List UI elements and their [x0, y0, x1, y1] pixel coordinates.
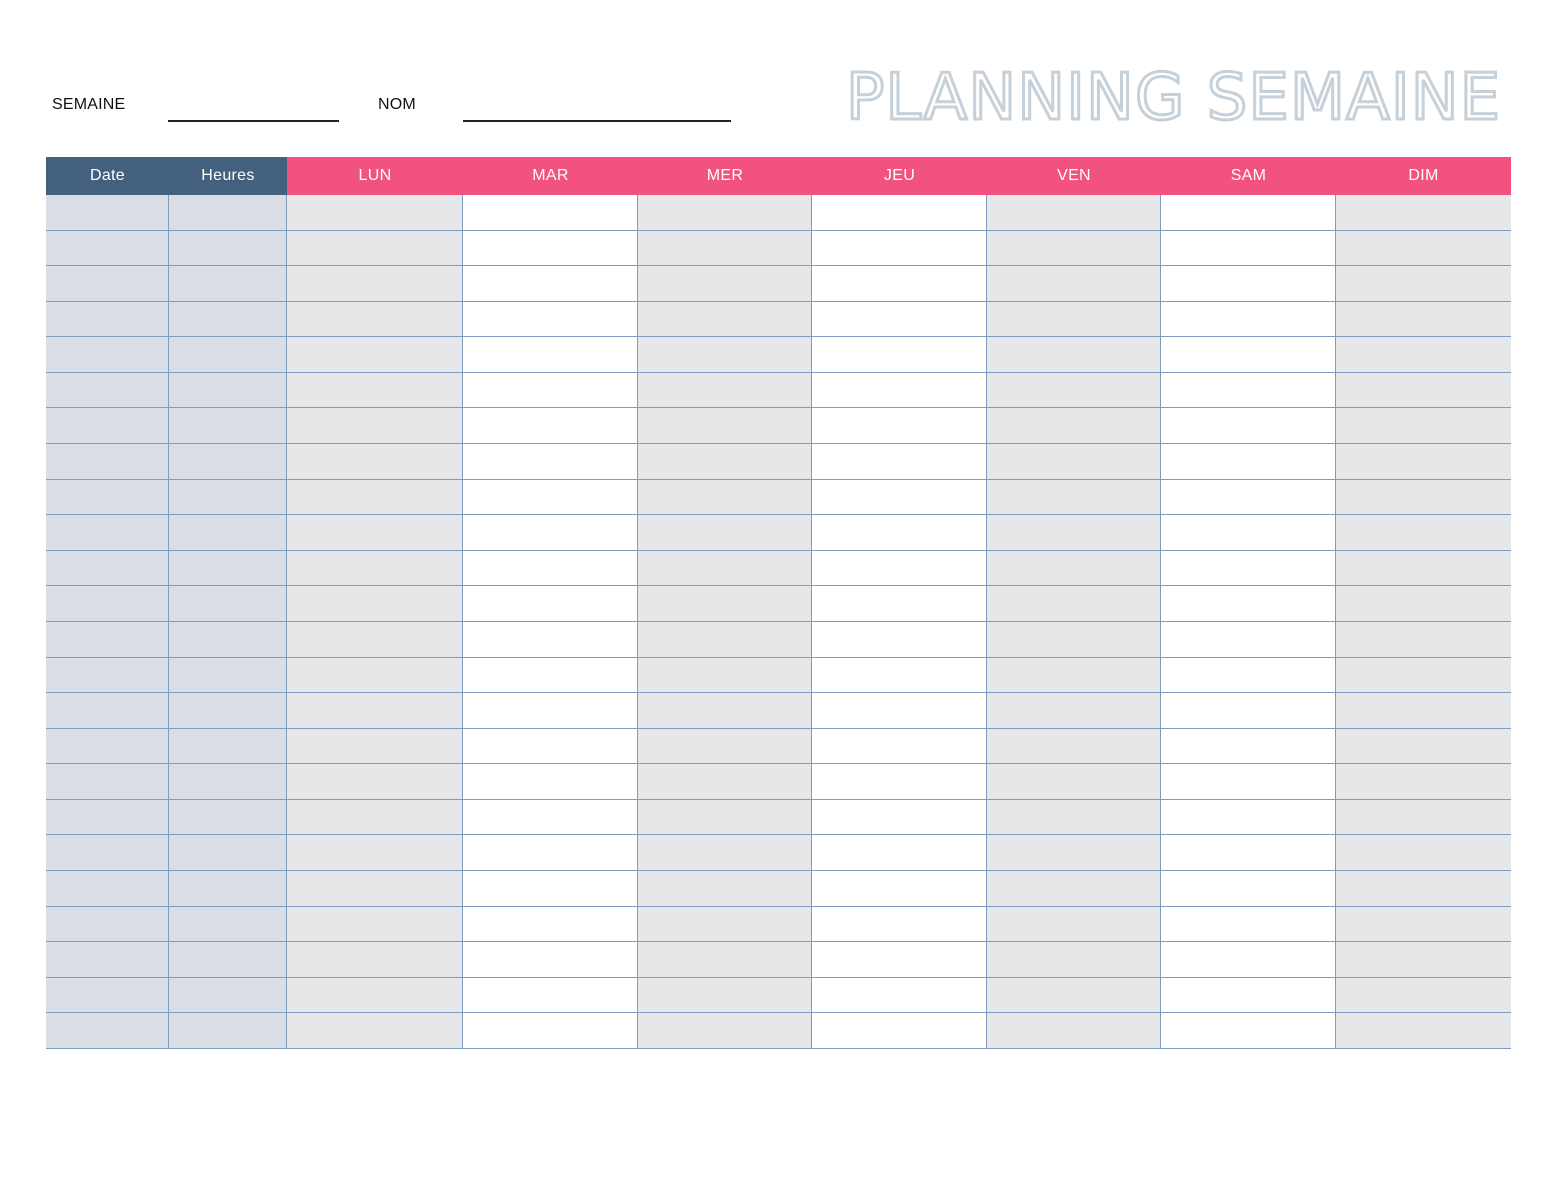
planner-cell-mar[interactable] — [463, 586, 638, 622]
planner-cell-sam[interactable] — [1161, 764, 1336, 800]
planner-cell-heures[interactable] — [169, 302, 287, 338]
planner-cell-sam[interactable] — [1161, 515, 1336, 551]
planner-cell-date[interactable] — [46, 693, 169, 729]
planner-cell-dim[interactable] — [1336, 586, 1511, 622]
planner-cell-jeu[interactable] — [812, 195, 987, 231]
planner-cell-dim[interactable] — [1336, 871, 1511, 907]
planner-cell-date[interactable] — [46, 586, 169, 622]
planner-cell-ven[interactable] — [987, 1013, 1161, 1049]
column-header-mar: MAR — [463, 157, 638, 195]
planner-cell-mer[interactable] — [638, 764, 812, 800]
planner-cell-jeu[interactable] — [812, 231, 987, 267]
planner-cell-mer[interactable] — [638, 515, 812, 551]
planner-cell-mar[interactable] — [463, 195, 638, 231]
planner-cell-date[interactable] — [46, 907, 169, 943]
planner-cell-date[interactable] — [46, 800, 169, 836]
planner-cell-heures[interactable] — [169, 480, 287, 516]
column-header-date: Date — [46, 157, 169, 195]
planner-cell-mar[interactable] — [463, 1013, 638, 1049]
planner-cell-mer[interactable] — [638, 480, 812, 516]
planner-cell-sam[interactable] — [1161, 586, 1336, 622]
planner-cell-date[interactable] — [46, 1013, 169, 1049]
planner-cell-ven[interactable] — [987, 231, 1161, 267]
planner-cell-lun[interactable] — [287, 942, 463, 978]
planner-cell-sam[interactable] — [1161, 266, 1336, 302]
planner-cell-ven[interactable] — [987, 907, 1161, 943]
planner-cell-dim[interactable] — [1336, 515, 1511, 551]
planner-cell-lun[interactable] — [287, 729, 463, 765]
planner-cell-jeu[interactable] — [812, 907, 987, 943]
planner-cell-mer[interactable] — [638, 444, 812, 480]
planner-cell-dim[interactable] — [1336, 693, 1511, 729]
planner-cell-sam[interactable] — [1161, 622, 1336, 658]
planner-cell-mer[interactable] — [638, 658, 812, 694]
planner-cell-ven[interactable] — [987, 551, 1161, 587]
planner-cell-jeu[interactable] — [812, 871, 987, 907]
planner-cell-date[interactable] — [46, 337, 169, 373]
planner-cell-dim[interactable] — [1336, 622, 1511, 658]
planner-cell-mer[interactable] — [638, 693, 812, 729]
planner-cell-heures[interactable] — [169, 978, 287, 1014]
planner-cell-mer[interactable] — [638, 1013, 812, 1049]
planner-cell-sam[interactable] — [1161, 729, 1336, 765]
planner-cell-mer[interactable] — [638, 586, 812, 622]
planner-cell-mer[interactable] — [638, 942, 812, 978]
planner-cell-lun[interactable] — [287, 551, 463, 587]
planner-cell-mer[interactable] — [638, 800, 812, 836]
planner-cell-lun[interactable] — [287, 764, 463, 800]
planner-cell-sam[interactable] — [1161, 942, 1336, 978]
planner-cell-heures[interactable] — [169, 622, 287, 658]
planner-cell-heures[interactable] — [169, 586, 287, 622]
semaine-label: SEMAINE — [52, 96, 126, 113]
planner-cell-lun[interactable] — [287, 444, 463, 480]
planner-cell-jeu[interactable] — [812, 515, 987, 551]
planner-cell-mer[interactable] — [638, 622, 812, 658]
planner-cell-mar[interactable] — [463, 907, 638, 943]
planner-cell-lun[interactable] — [287, 978, 463, 1014]
planner-cell-jeu[interactable] — [812, 586, 987, 622]
planner-cell-jeu[interactable] — [812, 693, 987, 729]
planner-cell-lun[interactable] — [287, 622, 463, 658]
planner-cell-lun[interactable] — [287, 373, 463, 409]
planner-cell-jeu[interactable] — [812, 658, 987, 694]
planner-cell-mar[interactable] — [463, 302, 638, 338]
planner-cell-jeu[interactable] — [812, 942, 987, 978]
planner-cell-mar[interactable] — [463, 942, 638, 978]
planner-cell-jeu[interactable] — [812, 800, 987, 836]
planner-cell-ven[interactable] — [987, 266, 1161, 302]
page-title: PLANNING SEMAINE — [845, 61, 1501, 135]
planner-cell-mer[interactable] — [638, 373, 812, 409]
planner-cell-dim[interactable] — [1336, 302, 1511, 338]
planner-cell-ven[interactable] — [987, 373, 1161, 409]
planner-cell-sam[interactable] — [1161, 978, 1336, 1014]
planner-cell-ven[interactable] — [987, 337, 1161, 373]
planner-cell-lun[interactable] — [287, 266, 463, 302]
planner-cell-jeu[interactable] — [812, 337, 987, 373]
planner-cell-dim[interactable] — [1336, 942, 1511, 978]
planner-cell-lun[interactable] — [287, 337, 463, 373]
planner-cell-mer[interactable] — [638, 408, 812, 444]
planner-cell-mar[interactable] — [463, 658, 638, 694]
planner-cell-heures[interactable] — [169, 907, 287, 943]
planner-cell-lun[interactable] — [287, 800, 463, 836]
planner-cell-heures[interactable] — [169, 764, 287, 800]
planner-cell-dim[interactable] — [1336, 444, 1511, 480]
planner-cell-sam[interactable] — [1161, 195, 1336, 231]
planner-cell-jeu[interactable] — [812, 444, 987, 480]
planner-cell-jeu[interactable] — [812, 978, 987, 1014]
nom-input-line[interactable] — [463, 120, 731, 122]
planner-cell-mer[interactable] — [638, 551, 812, 587]
semaine-input-line[interactable] — [168, 120, 339, 122]
planner-cell-jeu[interactable] — [812, 480, 987, 516]
planner-cell-mar[interactable] — [463, 480, 638, 516]
planner-cell-heures[interactable] — [169, 266, 287, 302]
column-header-ven: VEN — [987, 157, 1161, 195]
planner-cell-mer[interactable] — [638, 266, 812, 302]
planner-cell-date[interactable] — [46, 408, 169, 444]
planner-cell-dim[interactable] — [1336, 231, 1511, 267]
planner-cell-mar[interactable] — [463, 764, 638, 800]
planner-cell-ven[interactable] — [987, 408, 1161, 444]
planner-cell-lun[interactable] — [287, 586, 463, 622]
planner-cell-heures[interactable] — [169, 871, 287, 907]
planner-cell-mar[interactable] — [463, 871, 638, 907]
planner-cell-dim[interactable] — [1336, 729, 1511, 765]
planner-cell-mer[interactable] — [638, 835, 812, 871]
planner-cell-sam[interactable] — [1161, 835, 1336, 871]
planner-cell-date[interactable] — [46, 515, 169, 551]
planner-cell-sam[interactable] — [1161, 871, 1336, 907]
planner-cell-lun[interactable] — [287, 871, 463, 907]
planner-cell-mar[interactable] — [463, 444, 638, 480]
planner-cell-sam[interactable] — [1161, 480, 1336, 516]
column-header-mer: MER — [638, 157, 812, 195]
planner-cell-mar[interactable] — [463, 373, 638, 409]
planner-cell-mar[interactable] — [463, 337, 638, 373]
planner-cell-ven[interactable] — [987, 444, 1161, 480]
planner-cell-ven[interactable] — [987, 764, 1161, 800]
planner-cell-sam[interactable] — [1161, 1013, 1336, 1049]
planner-cell-ven[interactable] — [987, 195, 1161, 231]
planner-cell-jeu[interactable] — [812, 408, 987, 444]
planner-cell-heures[interactable] — [169, 1013, 287, 1049]
planner-cell-sam[interactable] — [1161, 373, 1336, 409]
planner-cell-ven[interactable] — [987, 978, 1161, 1014]
planner-cell-heures[interactable] — [169, 658, 287, 694]
planner-cell-sam[interactable] — [1161, 231, 1336, 267]
planner-cell-mer[interactable] — [638, 231, 812, 267]
planner-cell-mar[interactable] — [463, 266, 638, 302]
planner-cell-heures[interactable] — [169, 800, 287, 836]
planner-cell-lun[interactable] — [287, 231, 463, 267]
planner-cell-mar[interactable] — [463, 835, 638, 871]
planner-cell-dim[interactable] — [1336, 195, 1511, 231]
weekly-planner-table — [46, 157, 1513, 1049]
planner-cell-ven[interactable] — [987, 693, 1161, 729]
planner-cell-sam[interactable] — [1161, 907, 1336, 943]
planner-cell-ven[interactable] — [987, 942, 1161, 978]
planner-cell-dim[interactable] — [1336, 551, 1511, 587]
planner-cell-lun[interactable] — [287, 195, 463, 231]
planner-cell-dim[interactable] — [1336, 978, 1511, 1014]
column-header-dim: DIM — [1336, 157, 1511, 195]
planner-cell-date[interactable] — [46, 266, 169, 302]
planner-cell-date[interactable] — [46, 871, 169, 907]
planner-cell-heures[interactable] — [169, 231, 287, 267]
planner-cell-ven[interactable] — [987, 586, 1161, 622]
planner-cell-dim[interactable] — [1336, 408, 1511, 444]
planner-cell-date[interactable] — [46, 444, 169, 480]
planner-cell-jeu[interactable] — [812, 835, 987, 871]
planner-cell-date[interactable] — [46, 764, 169, 800]
planner-cell-jeu[interactable] — [812, 551, 987, 587]
planner-cell-lun[interactable] — [287, 480, 463, 516]
planner-cell-mar[interactable] — [463, 515, 638, 551]
planner-cell-jeu[interactable] — [812, 622, 987, 658]
planner-cell-heures[interactable] — [169, 693, 287, 729]
planner-cell-jeu[interactable] — [812, 373, 987, 409]
planner-cell-dim[interactable] — [1336, 835, 1511, 871]
nom-label: NOM — [378, 96, 416, 113]
planner-cell-jeu[interactable] — [812, 729, 987, 765]
planner-cell-lun[interactable] — [287, 1013, 463, 1049]
planner-cell-mer[interactable] — [638, 871, 812, 907]
planner-cell-mer[interactable] — [638, 337, 812, 373]
planner-cell-ven[interactable] — [987, 480, 1161, 516]
planner-cell-ven[interactable] — [987, 729, 1161, 765]
planner-cell-heures[interactable] — [169, 408, 287, 444]
planner-cell-heures[interactable] — [169, 942, 287, 978]
planner-cell-lun[interactable] — [287, 408, 463, 444]
planner-cell-jeu[interactable] — [812, 266, 987, 302]
planner-cell-date[interactable] — [46, 231, 169, 267]
column-header-jeu: JEU — [812, 157, 987, 195]
planner-cell-lun[interactable] — [287, 658, 463, 694]
planner-cell-mer[interactable] — [638, 729, 812, 765]
planner-cell-mar[interactable] — [463, 231, 638, 267]
planner-cell-dim[interactable] — [1336, 907, 1511, 943]
planner-cell-mer[interactable] — [638, 302, 812, 338]
planner-cell-dim[interactable] — [1336, 658, 1511, 694]
planner-cell-mar[interactable] — [463, 729, 638, 765]
planner-cell-date[interactable] — [46, 835, 169, 871]
planner-cell-dim[interactable] — [1336, 1013, 1511, 1049]
planner-cell-heures[interactable] — [169, 195, 287, 231]
planner-cell-date[interactable] — [46, 942, 169, 978]
planner-cell-jeu[interactable] — [812, 302, 987, 338]
planner-cell-date[interactable] — [46, 658, 169, 694]
planner-cell-ven[interactable] — [987, 302, 1161, 338]
planner-cell-ven[interactable] — [987, 622, 1161, 658]
planner-cell-ven[interactable] — [987, 658, 1161, 694]
planner-cell-lun[interactable] — [287, 302, 463, 338]
planner-cell-dim[interactable] — [1336, 480, 1511, 516]
planner-cell-mer[interactable] — [638, 907, 812, 943]
planner-cell-sam[interactable] — [1161, 800, 1336, 836]
planner-cell-ven[interactable] — [987, 871, 1161, 907]
planner-cell-dim[interactable] — [1336, 373, 1511, 409]
planner-cell-mar[interactable] — [463, 622, 638, 658]
planner-cell-date[interactable] — [46, 622, 169, 658]
column-header-sam: SAM — [1161, 157, 1336, 195]
planner-cell-mar[interactable] — [463, 800, 638, 836]
planner-cell-mar[interactable] — [463, 408, 638, 444]
planner-cell-date[interactable] — [46, 480, 169, 516]
planner-cell-heures[interactable] — [169, 373, 287, 409]
planner-cell-sam[interactable] — [1161, 551, 1336, 587]
planner-cell-sam[interactable] — [1161, 693, 1336, 729]
planner-cell-heures[interactable] — [169, 551, 287, 587]
planner-cell-ven[interactable] — [987, 800, 1161, 836]
planner-cell-dim[interactable] — [1336, 764, 1511, 800]
planner-cell-lun[interactable] — [287, 835, 463, 871]
planner-cell-heures[interactable] — [169, 729, 287, 765]
planner-cell-heures[interactable] — [169, 515, 287, 551]
planner-cell-jeu[interactable] — [812, 764, 987, 800]
planner-cell-ven[interactable] — [987, 835, 1161, 871]
planner-cell-heures[interactable] — [169, 337, 287, 373]
planner-cell-sam[interactable] — [1161, 444, 1336, 480]
planner-cell-sam[interactable] — [1161, 302, 1336, 338]
planner-cell-date[interactable] — [46, 195, 169, 231]
planner-cell-mer[interactable] — [638, 978, 812, 1014]
planner-cell-lun[interactable] — [287, 907, 463, 943]
column-header-heures: Heures — [169, 157, 287, 195]
planner-cell-sam[interactable] — [1161, 337, 1336, 373]
planner-cell-mar[interactable] — [463, 978, 638, 1014]
planner-cell-heures[interactable] — [169, 835, 287, 871]
planner-cell-dim[interactable] — [1336, 337, 1511, 373]
planner-cell-dim[interactable] — [1336, 266, 1511, 302]
planner-cell-ven[interactable] — [987, 515, 1161, 551]
planner-cell-mar[interactable] — [463, 551, 638, 587]
planner-cell-mer[interactable] — [638, 195, 812, 231]
planner-cell-jeu[interactable] — [812, 1013, 987, 1049]
planner-cell-lun[interactable] — [287, 693, 463, 729]
planner-cell-date[interactable] — [46, 978, 169, 1014]
column-header-lun: LUN — [287, 157, 463, 195]
planner-cell-lun[interactable] — [287, 515, 463, 551]
planner-cell-date[interactable] — [46, 729, 169, 765]
planner-cell-date[interactable] — [46, 551, 169, 587]
planner-cell-sam[interactable] — [1161, 658, 1336, 694]
planner-cell-mar[interactable] — [463, 693, 638, 729]
planner-cell-date[interactable] — [46, 373, 169, 409]
planner-cell-date[interactable] — [46, 302, 169, 338]
planner-cell-sam[interactable] — [1161, 408, 1336, 444]
planner-cell-dim[interactable] — [1336, 800, 1511, 836]
planner-cell-heures[interactable] — [169, 444, 287, 480]
